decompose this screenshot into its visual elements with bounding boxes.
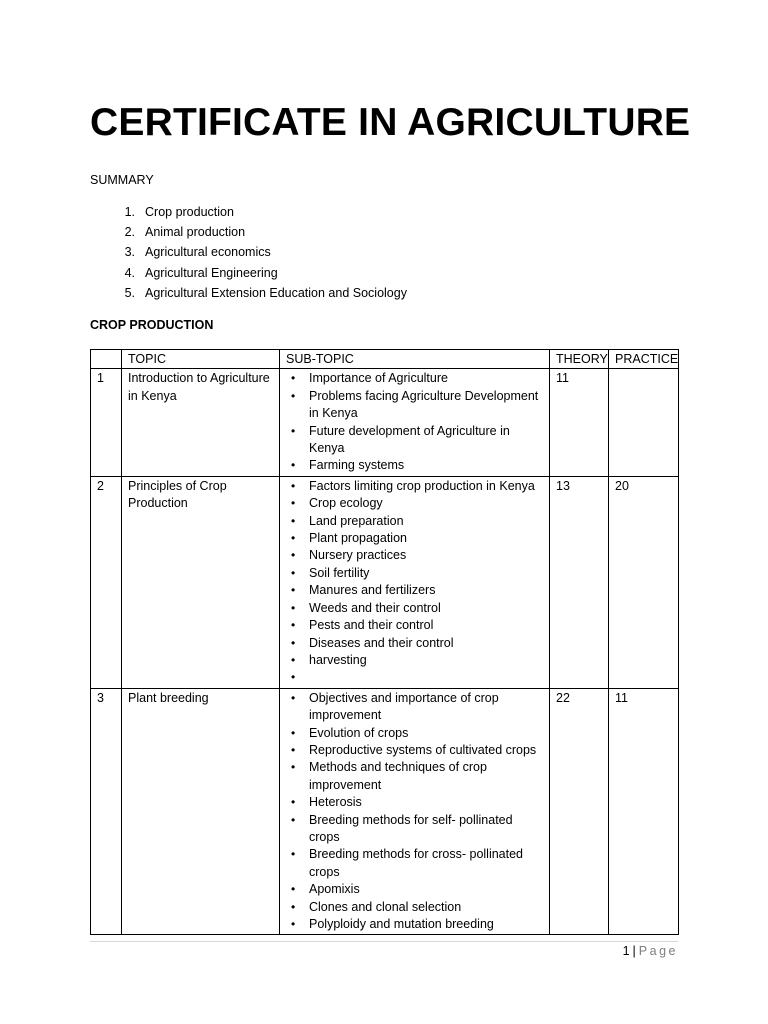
row-theory-hours: 13 — [550, 476, 609, 688]
subtopic-item — [286, 513, 543, 530]
subtopic-item — [286, 478, 543, 495]
row-number: 2 — [91, 476, 122, 688]
summary-item-text: Crop production — [145, 205, 234, 219]
bullet-icon: • — [291, 812, 296, 827]
bullet-icon: • — [291, 847, 296, 862]
subtopic-text: Plant propagation — [309, 531, 407, 546]
bullet-icon: • — [291, 635, 296, 650]
subtopic-item — [286, 916, 543, 933]
row-theory-hours: 22 — [550, 688, 609, 935]
subtopic-text: Methods and techniques of crop improvement — [309, 760, 487, 792]
row-number: 1 — [91, 369, 122, 476]
subtopic-item — [286, 846, 543, 881]
subtopic-text: Land preparation — [309, 513, 404, 528]
subtopic-item — [286, 759, 543, 794]
summary-item-text: Agricultural economics — [145, 245, 271, 260]
bullet-icon: • — [291, 371, 296, 386]
subtopic-item — [286, 388, 543, 423]
document-title: CERTIFICATE IN AGRICULTURE — [90, 101, 691, 144]
bullet-icon: • — [291, 795, 296, 810]
subtopic-list — [286, 690, 543, 934]
table-row — [91, 688, 679, 935]
header-theory: THEORY — [550, 350, 609, 369]
bullet-icon: • — [291, 652, 296, 667]
summary-item-text: Agricultural Engineering — [145, 265, 278, 280]
bullet-icon: • — [291, 725, 296, 740]
subtopic-text: Problems facing Agriculture Development in Kenya — [309, 388, 539, 421]
subtopic-text: Apomixis — [309, 882, 360, 897]
summary-item-number: 5. — [124, 285, 135, 300]
crop-production-table — [90, 349, 679, 935]
summary-item-number: 3. — [124, 245, 135, 260]
subtopic-item — [286, 742, 543, 759]
subtopic-item — [286, 495, 543, 512]
table-body — [91, 369, 679, 935]
bullet-icon: • — [291, 548, 296, 563]
subtopic-text: Objectives and importance of crop improvement — [309, 690, 499, 723]
subtopic-text: Weeds and their control — [309, 600, 441, 615]
summary-item-number: 1. — [124, 205, 135, 219]
summary-label: SUMMARY — [90, 173, 154, 187]
summary-item — [110, 265, 407, 285]
table-row — [91, 476, 679, 688]
row-topic: Plant breeding — [122, 688, 280, 935]
subtopic-item — [286, 370, 543, 387]
header-topic: TOPIC — [122, 350, 280, 369]
bullet-icon: • — [291, 670, 296, 685]
subtopic-text: Heterosis — [309, 795, 362, 810]
page-footer — [623, 943, 678, 960]
row-theory-hours: 11 — [550, 369, 609, 476]
subtopic-item — [286, 690, 543, 725]
row-subtopics — [280, 688, 550, 935]
bullet-icon: • — [291, 423, 296, 438]
bullet-icon: • — [291, 388, 296, 403]
subtopic-item — [286, 565, 543, 582]
subtopic-text: Future development of Agriculture in Kenya — [309, 423, 510, 456]
subtopic-item — [286, 794, 543, 811]
page-word: Page — [638, 944, 678, 958]
subtopic-item — [286, 899, 543, 916]
row-practice-hours: 20 — [609, 476, 679, 688]
table-header-row — [91, 350, 679, 369]
subtopic-text: Crop ecology — [309, 496, 383, 511]
row-topic: Principles of Crop Production — [122, 476, 280, 688]
summary-item-number: 4. — [124, 265, 135, 280]
subtopic-item — [286, 457, 543, 474]
page-number: 1 — [622, 944, 630, 958]
header-number — [91, 350, 122, 369]
subtopic-item — [286, 582, 543, 599]
table-row — [91, 369, 679, 476]
bullet-icon: • — [291, 899, 296, 914]
bullet-icon: • — [291, 882, 296, 897]
summary-item — [110, 204, 407, 224]
row-topic: Introduction to Agriculture in Kenya — [122, 369, 280, 476]
subtopic-text: Soil fertility — [309, 565, 370, 580]
subtopic-item — [286, 669, 543, 686]
bullet-icon: • — [291, 600, 296, 615]
bullet-icon: • — [291, 458, 296, 473]
bullet-icon: • — [291, 478, 296, 493]
bullet-icon: • — [291, 760, 296, 775]
bullet-icon: • — [291, 565, 296, 580]
subtopic-item — [286, 423, 543, 458]
subtopic-text: Diseases and their control — [309, 635, 454, 650]
summary-item-text: Agricultural Extension Education and Sociology — [145, 285, 407, 300]
bullet-icon: • — [291, 583, 296, 598]
subtopic-text: Breeding methods for cross- pollinated crops — [309, 847, 524, 879]
bullet-icon: • — [291, 531, 296, 546]
subtopic-text: Polyploidy and mutation breeding — [309, 917, 494, 931]
subtopic-item — [286, 617, 543, 634]
subtopic-text: Importance of Agriculture — [309, 371, 448, 386]
subtopic-text: Breeding methods for self- pollinated crops — [309, 812, 513, 844]
subtopic-text: Manures and fertilizers — [309, 583, 436, 598]
row-number: 3 — [91, 688, 122, 935]
subtopic-item — [286, 652, 543, 669]
subtopic-list — [286, 478, 543, 687]
row-practice-hours — [609, 369, 679, 476]
footer-divider — [90, 941, 678, 942]
subtopic-text: Clones and clonal selection — [309, 899, 462, 914]
subtopic-text: harvesting — [309, 652, 367, 667]
row-subtopics — [280, 476, 550, 688]
subtopic-list — [286, 370, 543, 474]
subtopic-item — [286, 547, 543, 564]
subtopic-item — [286, 635, 543, 652]
footer-separator: | — [632, 944, 636, 958]
bullet-icon: • — [291, 917, 296, 931]
summary-item-number: 2. — [124, 225, 135, 240]
subtopic-item — [286, 530, 543, 547]
summary-item-text: Animal production — [145, 225, 246, 240]
summary-item — [110, 285, 407, 305]
bullet-icon: • — [291, 618, 296, 633]
bullet-icon: • — [291, 742, 296, 757]
subtopic-item — [286, 812, 543, 847]
subtopic-text: Pests and their control — [309, 618, 434, 633]
summary-item — [110, 244, 407, 264]
row-practice-hours: 11 — [609, 688, 679, 935]
row-subtopics — [280, 369, 550, 476]
header-practice: PRACTICE — [609, 350, 679, 369]
summary-item — [110, 224, 407, 244]
header-subtopic: SUB-TOPIC — [280, 350, 550, 369]
summary-list — [110, 204, 407, 305]
subtopic-item — [286, 725, 543, 742]
bullet-icon: • — [291, 690, 296, 705]
bullet-icon: • — [291, 513, 296, 528]
subtopic-item — [286, 600, 543, 617]
subtopic-text: Factors limiting crop production in Kenya — [309, 478, 535, 493]
section-heading: CROP PRODUCTION — [90, 318, 214, 332]
subtopic-text: Reproductive systems of cultivated crops — [309, 742, 537, 757]
bullet-icon: • — [291, 496, 296, 511]
subtopic-item — [286, 881, 543, 898]
subtopic-text: Evolution of crops — [309, 725, 409, 740]
subtopic-text: Nursery practices — [309, 548, 407, 563]
subtopic-text — [309, 670, 312, 684]
subtopic-text: Farming systems — [309, 458, 405, 473]
